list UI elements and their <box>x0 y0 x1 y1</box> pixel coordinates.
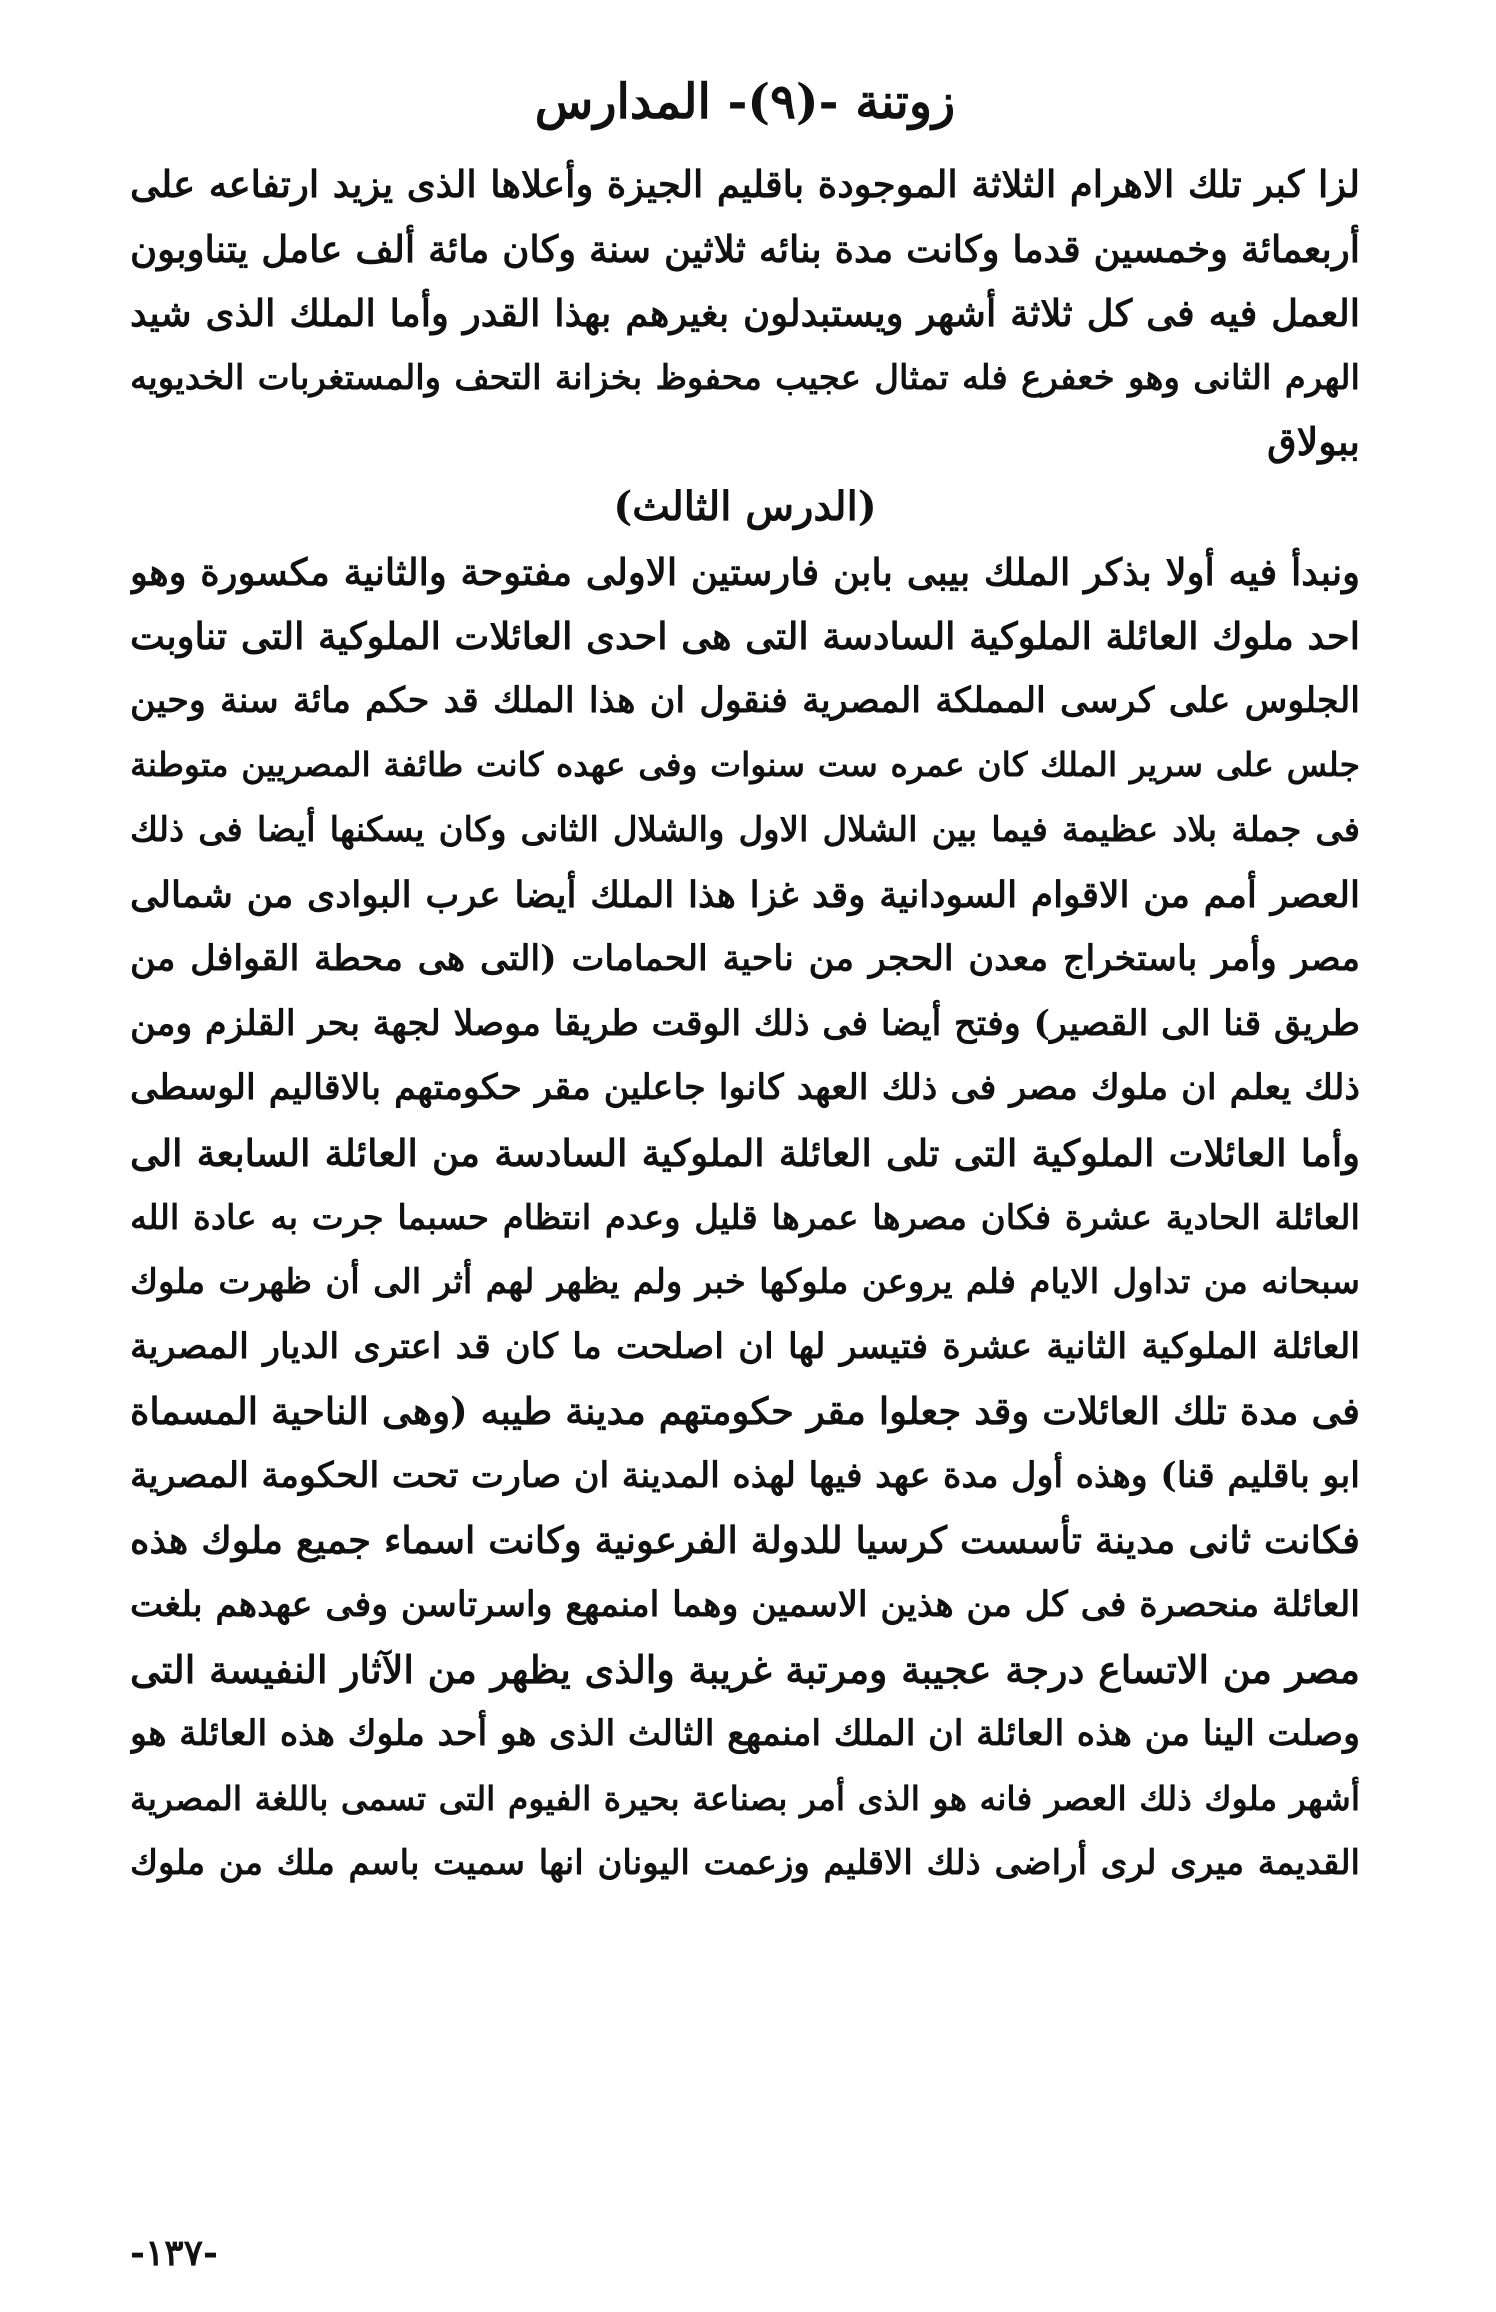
text-line: ونبدأ فيه أولا بذكر الملك بيبى بابن فارستين الاولى مفتوحة والثانية مكسورة وهو <box>130 549 1360 594</box>
text-line: فكانت ثانى مدينة تأسست كرسيا للدولة الفرعونية وكانت اسماء جميع ملوك هذه <box>130 1518 1360 1563</box>
text-line: وأما العائلات الملوكية التى تلى العائلة الملوكية السادسة من العائلة السابعة الى <box>130 1130 1360 1175</box>
text-line: طريق قنا الى القصير) وفتح أيضا فى ذلك الوقت طريقا موصلا لجهة بحر القلزم ومن <box>130 1002 1360 1044</box>
text-line: العائلة الملوكية الثانية عشرة فتيسر لها ان اصلحت ما كان قد اعترى الديار المصرية <box>130 1325 1360 1367</box>
text-line: العائلة منحصرة فى كل من هذين الاسمين وهما امنمهع واسرتاسن وفى عهدهم بلغت <box>130 1584 1360 1626</box>
body-text <box>130 152 1360 1896</box>
text-line: لزا كبر تلك الاهرام الثلاثة الموجودة باقليم الجيزة وأعلاها الذى يزيد ارتفاعه على <box>130 162 1360 206</box>
text-line: فى مدة تلك العائلات وقد جعلوا مقر حكومتهم مدينة طيبه (وهى الناحية المسماة <box>130 1389 1360 1434</box>
text-line: الجلوس على كرسى المملكة المصرية فنقول ان هذا الملك قد حكم مائة سنة وحين <box>130 679 1360 721</box>
text-line: ابو باقليم قنا) وهذه أول مدة عهد فيها لهذه المدينة ان صارت تحت الحكومة المصرية <box>130 1454 1360 1496</box>
text-line: العمل فيه فى كل ثلاثة أشهر ويستبدلون بغيرهم بهذا القدر وأما الملك الذى شيد <box>130 291 1360 336</box>
text-line: مصر من الاتساع درجة عجيبة ومرتبة غريبة والذى يظهر من الآثار النفيسة التى <box>130 1646 1360 1692</box>
text-line: وصلت الينا من هذه العائلة ان الملك امنمهع الثالث الذى هو أحد ملوك هذه العائلة هو <box>130 1713 1360 1755</box>
text-line: جلس على سرير الملك كان عمره ست سنوات وفى عهده كانت طائفة المصريين متوطنة <box>130 745 1360 785</box>
text-line: أشهر ملوك ذلك العصر فانه هو الذى أمر بصناعة بحيرة الفيوم التى تسمى باللغة المصرية <box>130 1778 1360 1818</box>
text-line: فى جملة بلاد عظيمة فيما بين الشلال الاول والشلال الثانى وكان يسكنها أيضا فى ذلك <box>130 809 1360 850</box>
text-line: احد ملوك العائلة الملوكية السادسة التى هى احدى العائلات الملوكية التى تناوبت <box>130 614 1360 659</box>
text-line: القديمة ميرى لرى أراضى ذلك الاقليم وزعمت اليونان انها سميت باسم ملك من ملوك <box>130 1843 1360 1884</box>
text-line: ذلك يعلم ان ملوك مصر فى ذلك العهد كانوا جاعلين مقر حكومتهم بالاقاليم الوسطى <box>130 1067 1360 1109</box>
section-heading: (الدرس الثالث) <box>613 482 877 530</box>
text-line: العصر أمم من الاقوام السودانية وقد غزا هذا الملك أيضا عرب البوادى من شمالى <box>130 873 1360 916</box>
text-line: سبحانه من تداول الايام فلم يروعن ملوكها خبر ولم يظهر لهم أثر الى أن ظهرت ملوك <box>130 1262 1360 1303</box>
page-header: زوتنة -(٩)- المدارس <box>534 74 956 130</box>
text-line: ببولاق <box>1267 419 1360 465</box>
text-line: الهرم الثانى وهو خعفرع فله تمثال عجيب محفوظ بخزانة التحف والمستغربات الخديويه <box>130 357 1360 398</box>
text-line: مصر وأمر باستخراج معدن الحجر من ناحية الحمامات (التى هى محطة القوافل من <box>130 938 1360 980</box>
text-line: أربعمائة وخمسين قدما وكانت مدة بنائه ثلاثين سنة وكان مائة ألف عامل يتناوبون <box>130 226 1360 271</box>
text-line: العائلة الحادية عشرة فكان مصرها عمرها قليل وعدم انتظام حسبما جرت به عادة الله <box>130 1197 1360 1238</box>
page-number: -١٣٧- <box>130 2232 218 2274</box>
